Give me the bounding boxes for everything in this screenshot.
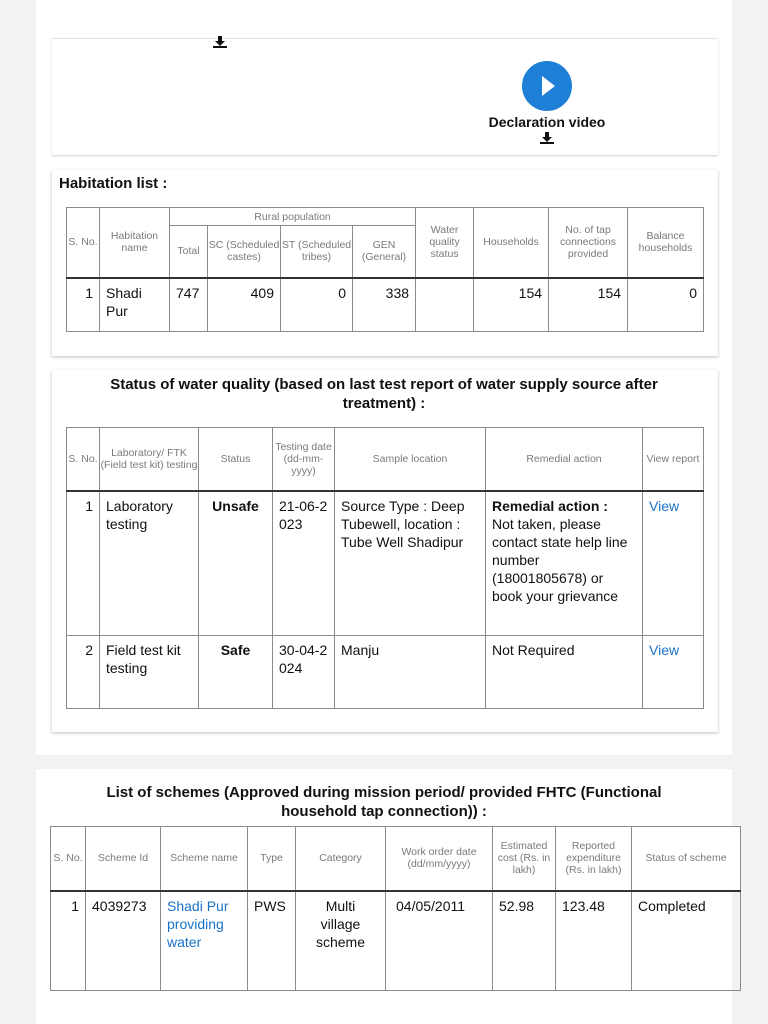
col-work-order-date: Work order date (dd/mm/yyyy) <box>386 827 493 891</box>
col-water-quality: Water quality status <box>416 208 474 278</box>
play-icon <box>542 76 555 96</box>
declaration-card <box>52 38 718 155</box>
col-st: ST (Scheduled tribes) <box>281 226 353 278</box>
cell-type: PWS <box>248 891 296 991</box>
cell-view-report <box>643 491 704 636</box>
cell-sample-location: Manju <box>335 636 486 709</box>
col-category: Category <box>296 827 386 891</box>
water-quality-table <box>66 427 704 709</box>
col-lab-ftk: Laboratory/ FTK (Field test kit) testing <box>100 428 199 491</box>
remedial-action-label: Remedial action : <box>492 497 608 514</box>
cell-work-order-date: 04/05/2011 <box>386 891 493 991</box>
cell-sc: 409 <box>208 278 281 332</box>
view-report-link[interactable]: View <box>649 642 680 658</box>
declaration-video-label: Declaration video <box>488 114 606 130</box>
cell-view-report <box>643 636 704 709</box>
cell-st: 0 <box>281 278 353 332</box>
cell-households: 154 <box>474 278 549 332</box>
col-balance: Balance households <box>628 208 704 278</box>
col-gen: GEN (General) <box>353 226 416 278</box>
col-scheme-status: Status of scheme <box>632 827 741 891</box>
col-scheme-name: Scheme name <box>161 827 248 891</box>
cell-testing-date: 21-06-2023 <box>273 491 335 636</box>
cell-scheme-status: Completed <box>632 891 741 991</box>
col-rural-population: Rural population <box>170 208 416 226</box>
col-testing-date: Testing date (dd-mm-yyyy) <box>273 428 335 491</box>
col-households: Households <box>474 208 549 278</box>
col-scheme-id: Scheme Id <box>86 827 161 891</box>
cell-status: Unsafe <box>199 491 273 636</box>
col-reported-expenditure: Reported expenditure (Rs. in lakh) <box>556 827 632 891</box>
schemes-title: List of schemes (Approved during mission period/ provided FHTC (Functional household tap connection)) : <box>106 784 662 820</box>
col-sample-location: Sample location <box>335 428 486 491</box>
cell-remedial-action: Not Required <box>486 636 643 709</box>
cell-lab-ftk: Field test kit testing <box>100 636 199 709</box>
cell-tap-connections: 154 <box>549 278 628 332</box>
cell-balance: 0 <box>628 278 704 332</box>
cell-remedial-action <box>486 491 643 636</box>
cell-status: Safe <box>199 636 273 709</box>
table-row <box>67 636 704 709</box>
cell-estimated-cost: 52.98 <box>493 891 556 991</box>
cell-total: 747 <box>170 278 208 332</box>
download-icon[interactable] <box>540 132 554 144</box>
table-row <box>51 891 741 991</box>
col-status: Status <box>199 428 273 491</box>
col-sno: S. No. <box>67 208 100 278</box>
play-video-button[interactable] <box>522 61 572 111</box>
view-report-link[interactable]: View <box>649 497 680 514</box>
col-total: Total <box>170 226 208 278</box>
cell-sno: 1 <box>67 491 100 636</box>
remedial-action-text: Not taken, please contact state help line number (18001805678) or book your grievance <box>492 515 628 604</box>
col-sno: S. No. <box>67 428 100 491</box>
col-type: Type <box>248 827 296 891</box>
col-view-report: View report <box>643 428 704 491</box>
cell-scheme-name <box>161 891 248 991</box>
cell-habitation-name: Shadi Pur <box>100 278 170 332</box>
download-icon[interactable] <box>213 36 227 48</box>
cell-reported-expenditure: 123.48 <box>556 891 632 991</box>
col-sc: SC (Scheduled castes) <box>208 226 281 278</box>
cell-gen: 338 <box>353 278 416 332</box>
water-quality-title: Status of water quality (based on last test report of water supply source after treatment) : <box>110 376 658 412</box>
col-sno: S. No. <box>51 827 86 891</box>
col-tap-connections: No. of tap connections provided <box>549 208 628 278</box>
cell-testing-date: 30-04-2024 <box>273 636 335 709</box>
section-separator <box>36 755 732 769</box>
cell-sample-location: Source Type : Deep Tubewell, location : Tube Well Shadipur <box>335 491 486 636</box>
cell-water-quality <box>416 278 474 332</box>
cell-sno: 1 <box>67 278 100 332</box>
cell-lab-ftk: Laboratory testing <box>100 491 199 636</box>
habitation-table <box>66 207 704 332</box>
scheme-name-link[interactable]: Shadi Pur providing water <box>167 897 229 950</box>
table-row <box>67 491 704 636</box>
habitation-title: Habitation list : <box>59 175 168 192</box>
schemes-table <box>50 826 741 991</box>
cell-sno: 1 <box>51 891 86 991</box>
cell-sno: 2 <box>67 636 100 709</box>
col-remedial-action: Remedial action <box>486 428 643 491</box>
cell-scheme-id: 4039273 <box>86 891 161 991</box>
col-habitation-name: Habitation name <box>100 208 170 278</box>
table-row <box>67 278 704 332</box>
cell-category: Multi village scheme <box>296 891 386 991</box>
col-estimated-cost: Estimated cost (Rs. in lakh) <box>493 827 556 891</box>
